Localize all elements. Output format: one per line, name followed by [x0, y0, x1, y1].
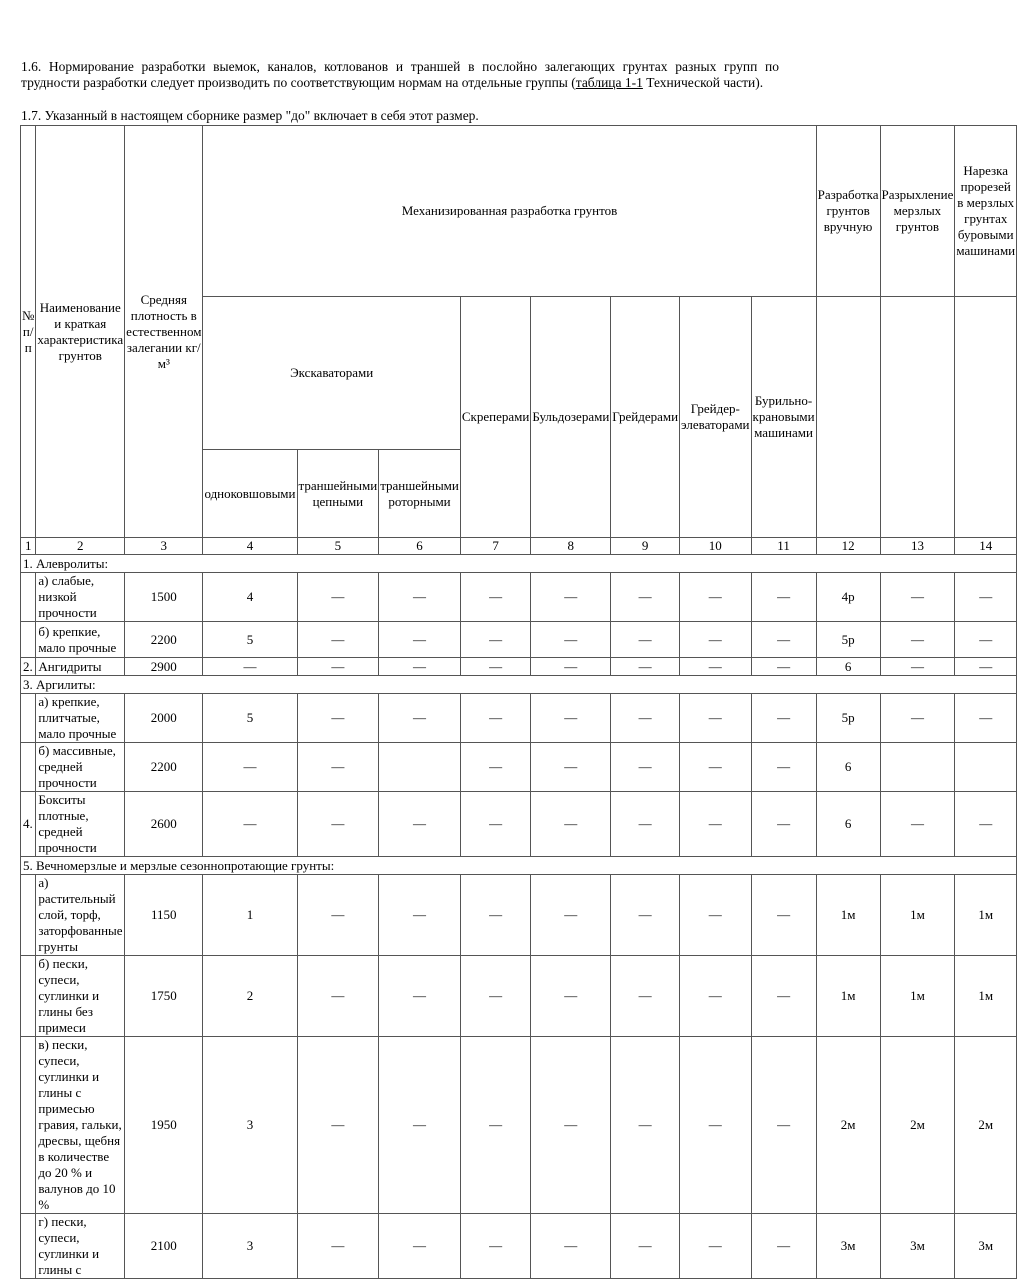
- value-cell: —: [751, 743, 816, 792]
- value-cell: —: [751, 622, 816, 658]
- col-number: 13: [880, 538, 955, 555]
- value-cell: [880, 743, 955, 792]
- value-cell: 4: [203, 573, 297, 622]
- col-number: 8: [531, 538, 611, 555]
- soil-density: 1500: [125, 573, 203, 622]
- header-drill-machines: Бурильно-крановыми машинами: [751, 297, 816, 538]
- table-row: [21, 1214, 1017, 1279]
- value-cell: —: [297, 792, 379, 857]
- header-manual: Разработка грунтов вручную: [816, 126, 880, 297]
- soil-name: в) пески, супеси, суглинки и глины с примесью гравия, гальки, дресвы, щебня в количестве до 20 % и валунов до 10 %: [36, 1037, 125, 1214]
- value-cell: —: [460, 1214, 530, 1279]
- header-excav-trench-rotor: траншейными роторными: [379, 450, 461, 538]
- value-cell: —: [297, 1037, 379, 1214]
- soil-name: Ангидриты: [36, 658, 125, 676]
- value-cell: —: [460, 1037, 530, 1214]
- row-number: [21, 956, 36, 1037]
- value-cell: —: [880, 622, 955, 658]
- value-cell: —: [611, 694, 680, 743]
- value-cell: —: [680, 658, 751, 676]
- value-cell: [955, 743, 1017, 792]
- col-number: 12: [816, 538, 880, 555]
- value-cell: —: [297, 875, 379, 956]
- value-cell: 5р: [816, 622, 880, 658]
- value-cell: —: [955, 573, 1017, 622]
- section-argillites: 3. Аргилиты:: [21, 676, 1017, 694]
- value-cell: —: [611, 573, 680, 622]
- value-cell: —: [379, 956, 461, 1037]
- col-number: 7: [460, 538, 530, 555]
- value-cell: —: [611, 658, 680, 676]
- value-cell: —: [680, 956, 751, 1037]
- value-cell: 5р: [816, 694, 880, 743]
- value-cell: —: [611, 1214, 680, 1279]
- value-cell: 2: [203, 956, 297, 1037]
- value-cell: —: [297, 658, 379, 676]
- value-cell: —: [680, 694, 751, 743]
- value-cell: —: [531, 956, 611, 1037]
- value-cell: —: [379, 573, 461, 622]
- value-cell: —: [297, 743, 379, 792]
- paragraph-1-6-tail: Технической части).: [642, 75, 764, 90]
- col-number: 9: [611, 538, 680, 555]
- col-number: 3: [125, 538, 203, 555]
- value-cell: —: [955, 658, 1017, 676]
- value-cell: —: [460, 743, 530, 792]
- value-cell: —: [379, 1214, 461, 1279]
- row-number: [21, 622, 36, 658]
- col-number: 14: [955, 538, 1017, 555]
- soil-density: 2600: [125, 792, 203, 857]
- soil-name: а) крепкие, плитчатые, мало прочные: [36, 694, 125, 743]
- value-cell: —: [531, 875, 611, 956]
- value-cell: —: [680, 1214, 751, 1279]
- soil-name: г) пески, супеси, суглинки и глины с: [36, 1214, 125, 1279]
- header-density: Средняя плотность в естественном залегании кг/м³: [125, 126, 203, 538]
- value-cell: 5: [203, 622, 297, 658]
- soil-name: а) растительный слой, торф, заторфованные грунты: [36, 875, 125, 956]
- col-number: 11: [751, 538, 816, 555]
- value-cell: —: [460, 956, 530, 1037]
- value-cell: 1м: [955, 875, 1017, 956]
- value-cell: —: [297, 573, 379, 622]
- table-row: [21, 875, 1017, 956]
- table-row: [21, 658, 1017, 676]
- soil-density: 2000: [125, 694, 203, 743]
- soil-density: 1750: [125, 956, 203, 1037]
- value-cell: —: [611, 956, 680, 1037]
- value-cell: —: [751, 573, 816, 622]
- soil-density: 1150: [125, 875, 203, 956]
- value-cell: —: [680, 875, 751, 956]
- value-cell: 5: [203, 694, 297, 743]
- value-cell: —: [203, 792, 297, 857]
- value-cell: 1м: [816, 956, 880, 1037]
- value-cell: —: [880, 573, 955, 622]
- value-cell: —: [611, 1037, 680, 1214]
- value-cell: —: [460, 792, 530, 857]
- value-cell: —: [297, 622, 379, 658]
- header-excav-single: одноковшовыми: [203, 450, 297, 538]
- row-number: 2.: [21, 658, 36, 676]
- value-cell: —: [751, 694, 816, 743]
- value-cell: 1: [203, 875, 297, 956]
- value-cell: 3: [203, 1214, 297, 1279]
- row-number: [21, 573, 36, 622]
- value-cell: —: [297, 1214, 379, 1279]
- col-number: 4: [203, 538, 297, 555]
- value-cell: —: [880, 792, 955, 857]
- soil-name: Бокситы плотные, средней прочности: [36, 792, 125, 857]
- value-cell: —: [203, 743, 297, 792]
- col-number: 10: [680, 538, 751, 555]
- soil-name: а) слабые, низкой прочности: [36, 573, 125, 622]
- value-cell: —: [203, 658, 297, 676]
- value-cell: —: [680, 622, 751, 658]
- value-cell: 6: [816, 658, 880, 676]
- value-cell: 4р: [816, 573, 880, 622]
- value-cell: —: [460, 622, 530, 658]
- soil-density: 2200: [125, 622, 203, 658]
- value-cell: —: [680, 792, 751, 857]
- value-cell: 1м: [880, 956, 955, 1037]
- value-cell: —: [460, 875, 530, 956]
- value-cell: 2м: [955, 1037, 1017, 1214]
- value-cell: —: [531, 622, 611, 658]
- paragraph-1-6-text: 1.6. Нормирование разработки выемок, каналов, котлованов и траншей в послойно залегающих грунтах разных групп по трудности разработки следует производить по соответствующим нормам на отдельные группы (: [21, 59, 779, 90]
- table-1-1-link[interactable]: таблица 1-1: [575, 75, 643, 90]
- value-cell: 3м: [816, 1214, 880, 1279]
- value-cell: —: [379, 875, 461, 956]
- col-number: 6: [379, 538, 461, 555]
- value-cell: —: [379, 1037, 461, 1214]
- value-cell: —: [680, 743, 751, 792]
- header-manual-blank: [816, 297, 880, 538]
- value-cell: —: [460, 694, 530, 743]
- value-cell: —: [531, 573, 611, 622]
- value-cell: —: [611, 622, 680, 658]
- value-cell: —: [880, 658, 955, 676]
- row-number: [21, 875, 36, 956]
- table-row: [21, 743, 1017, 792]
- value-cell: 1м: [955, 956, 1017, 1037]
- value-cell: —: [297, 956, 379, 1037]
- value-cell: 3: [203, 1037, 297, 1214]
- value-cell: —: [751, 658, 816, 676]
- value-cell: 6: [816, 792, 880, 857]
- row-number: [21, 743, 36, 792]
- value-cell: 1м: [880, 875, 955, 956]
- value-cell: 2м: [816, 1037, 880, 1214]
- header-graders: Грейдерами: [611, 297, 680, 538]
- col-number: 1: [21, 538, 36, 555]
- value-cell: —: [611, 743, 680, 792]
- value-cell: —: [751, 875, 816, 956]
- section-permafrost: 5. Вечномерзлые и мерзлые сезоннопротающие грунты:: [21, 857, 1017, 875]
- value-cell: —: [531, 1214, 611, 1279]
- header-slots-blank: [955, 297, 1017, 538]
- soil-name: б) массивные, средней прочности: [36, 743, 125, 792]
- paragraph-1-6: [21, 59, 779, 91]
- value-cell: —: [955, 694, 1017, 743]
- col-number: 5: [297, 538, 379, 555]
- soil-name: б) крепкие, мало прочные: [36, 622, 125, 658]
- value-cell: —: [379, 622, 461, 658]
- value-cell: —: [297, 694, 379, 743]
- header-bulldozers: Бульдозерами: [531, 297, 611, 538]
- value-cell: —: [680, 573, 751, 622]
- header-frozen-blank: [880, 297, 955, 538]
- value-cell: —: [751, 956, 816, 1037]
- table-row: [21, 956, 1017, 1037]
- header-num: № п/п: [21, 126, 36, 538]
- soil-density: 2900: [125, 658, 203, 676]
- row-number: [21, 694, 36, 743]
- soil-density: 2200: [125, 743, 203, 792]
- value-cell: 6: [816, 743, 880, 792]
- header-excavators: Экскаваторами: [203, 297, 460, 450]
- table-row: [21, 694, 1017, 743]
- value-cell: 3м: [955, 1214, 1017, 1279]
- header-name: Наименование и краткая характеристика грунтов: [36, 126, 125, 538]
- header-scrapers: Скреперами: [460, 297, 530, 538]
- soil-name: б) пески, супеси, суглинки и глины без примеси: [36, 956, 125, 1037]
- value-cell: —: [379, 658, 461, 676]
- soil-norms-table: [20, 125, 1017, 1279]
- row-number: 4.: [21, 792, 36, 857]
- col-number: 2: [36, 538, 125, 555]
- value-cell: —: [955, 622, 1017, 658]
- header-grader-elevators: Грейдер-элеваторами: [680, 297, 751, 538]
- table-row: [21, 792, 1017, 857]
- value-cell: —: [531, 694, 611, 743]
- value-cell: —: [611, 792, 680, 857]
- soil-density: 1950: [125, 1037, 203, 1214]
- table-row: [21, 573, 1017, 622]
- value-cell: —: [460, 573, 530, 622]
- value-cell: —: [531, 743, 611, 792]
- header-excav-trench-chain: траншейными цепными: [297, 450, 379, 538]
- header-frozen-loosen: Разрыхление мерзлых грунтов: [880, 126, 955, 297]
- value-cell: —: [531, 1037, 611, 1214]
- value-cell: —: [460, 658, 530, 676]
- row-number: [21, 1037, 36, 1214]
- header-slots: Нарезка прорезей в мерзлых грунтах буровыми машинами: [955, 126, 1017, 297]
- header-mechanized: Механизированная разработка грунтов: [203, 126, 816, 297]
- value-cell: —: [751, 1214, 816, 1279]
- soil-density: 2100: [125, 1214, 203, 1279]
- value-cell: 3м: [880, 1214, 955, 1279]
- value-cell: —: [379, 694, 461, 743]
- value-cell: —: [955, 792, 1017, 857]
- column-number-row: [21, 538, 1017, 555]
- value-cell: —: [880, 694, 955, 743]
- value-cell: [379, 743, 461, 792]
- value-cell: —: [751, 792, 816, 857]
- value-cell: —: [379, 792, 461, 857]
- value-cell: —: [611, 875, 680, 956]
- value-cell: 2м: [880, 1037, 955, 1214]
- row-number: [21, 1214, 36, 1279]
- value-cell: —: [680, 1037, 751, 1214]
- value-cell: —: [531, 792, 611, 857]
- value-cell: —: [531, 658, 611, 676]
- value-cell: —: [751, 1037, 816, 1214]
- paragraph-1-7: 1.7. Указанный в настоящем сборнике размер "до" включает в себя этот размер.: [21, 108, 479, 123]
- section-aleurolites: 1. Алевролиты:: [21, 555, 1017, 573]
- table-row: [21, 622, 1017, 658]
- table-row: [21, 1037, 1017, 1214]
- value-cell: 1м: [816, 875, 880, 956]
